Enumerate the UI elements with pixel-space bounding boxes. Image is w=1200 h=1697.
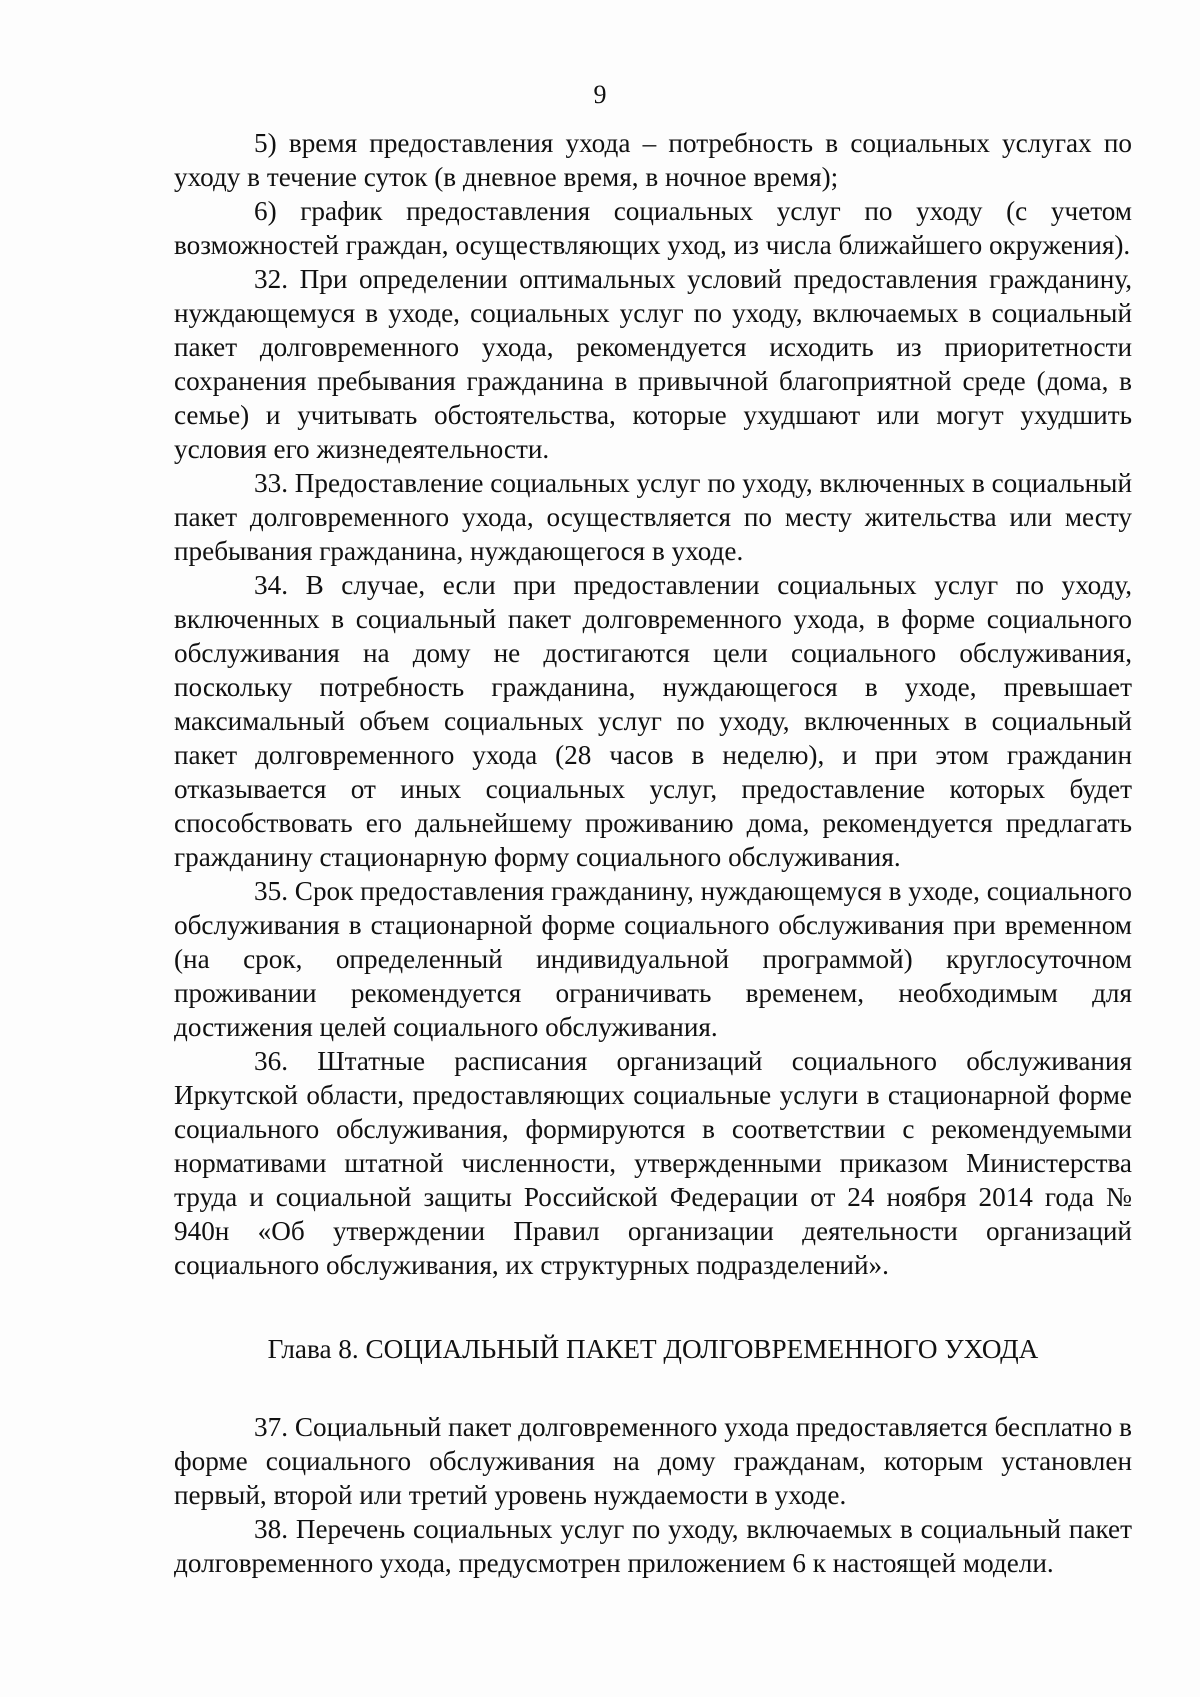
paragraph-item-5: 5) время предоставления ухода – потребность в социальных услугах по уходу в течение суток (в дневное время, в ночное время); [174, 128, 1132, 192]
paragraph-36: 36. Штатные расписания организаций социального обслуживания Иркутской области, предоставляющих социальные услуги в стационарной форме социального обслуживания, формируются в соответствии с рекомендуемыми нормативами штатной численности, утвержденными приказом Министерства труда и социальной защиты Российской Федерации от 24 ноября 2014 года № 940н «Об утверждении Правил организации деятельности организаций социального обслуживания, их структурных подразделений». [174, 1046, 1132, 1280]
page-number: 9 [593, 80, 607, 109]
paragraph-37: 37. Социальный пакет долговременного ухода предоставляется бесплатно в форме социального обслуживания на дому гражданам, которым установлен первый, второй или третий уровень нуждаемости в уходе. [174, 1412, 1132, 1510]
paragraph-38: 38. Перечень социальных услуг по уходу, включаемых в социальный пакет долговременного ухода, предусмотрен приложением 6 к настоящей модели. [174, 1514, 1132, 1578]
paragraph-item-6: 6) график предоставления социальных услуг по уходу (с учетом возможностей граждан, осуществляющих уход, из числа ближайшего окружения). [174, 196, 1132, 260]
paragraph-35: 35. Срок предоставления гражданину, нуждающемуся в уходе, социального обслуживания в стационарной форме социального обслуживания при временном (на срок, определенный индивидуальной программой) круглосуточном проживании рекомендуется ограничивать временем, необходимым для достижения целей социального обслуживания. [174, 876, 1132, 1042]
paragraph-32: 32. При определении оптимальных условий предоставления гражданину, нуждающемуся в уходе, социальных услуг по уходу, включаемых в социальный пакет долговременного ухода, рекомендуется исходить из приоритетности сохранения пребывания гражданина в привычной благоприятной среде (дома, в семье) и учитывать обстоятельства, которые ухудшают или могут ухудшить условия его жизнедеятельности. [174, 264, 1132, 464]
paragraph-34: 34. В случае, если при предоставлении социальных услуг по уходу, включенных в социальный пакет долговременного ухода, в форме социального обслуживания на дому не достигаются цели социального обслуживания, поскольку потребность гражданина, нуждающегося в уходе, превышает максимальный объем социальных услуг по уходу, включенных в социальный пакет долговременного ухода (28 часов в неделю), и при этом гражданин отказывается от иных социальных услуг, предоставление которых будет способствовать его дальнейшему проживанию дома, рекомендуется предлагать гражданину стационарную форму социального обслуживания. [174, 570, 1132, 872]
document-body [174, 126, 1132, 1580]
paragraph-33: 33. Предоставление социальных услуг по уходу, включенных в социальный пакет долговременного ухода, осуществляется по месту жительства или месту пребывания гражданина, нуждающегося в уходе. [174, 468, 1132, 566]
chapter-heading: Глава 8. СОЦИАЛЬНЫЙ ПАКЕТ ДОЛГОВРЕМЕННОГО УХОДА [267, 1334, 1039, 1364]
